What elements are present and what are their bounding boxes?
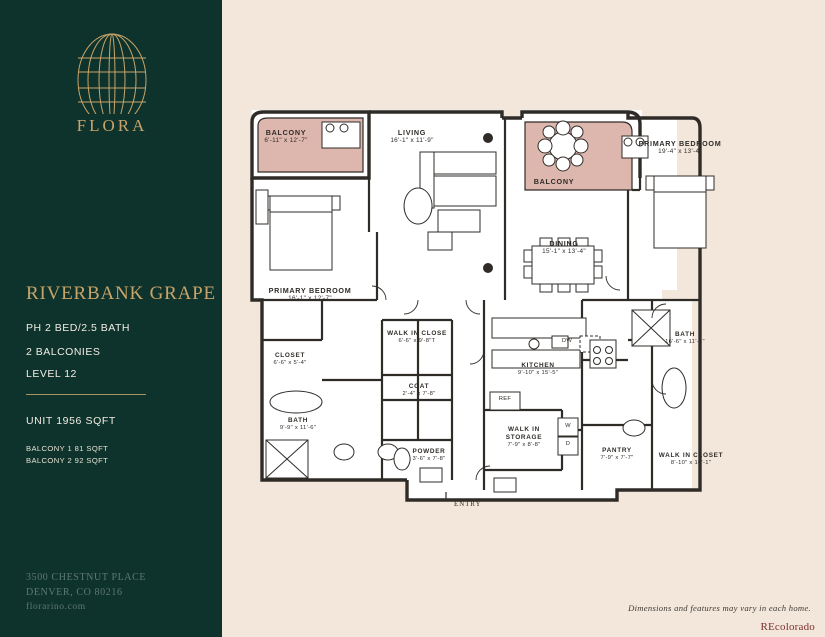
floorplan-drawing [222,0,825,637]
address-street: 3500 CHESTNUT PLACE [26,572,147,583]
appliance-label-ref: REF [498,396,512,402]
room-label: BATH 16'-6" x 11'-1" [665,331,705,345]
room-label: DINING 15'-1" x 13'-4" [542,239,586,255]
floorplan-canvas [222,0,825,637]
room-label: KITCHEN 9'-10" x 15'-5" [517,362,559,376]
appliance-label-dryer: D [565,441,571,447]
balcony-2-sqft: BALCONY 2 92 SQFT [26,456,109,465]
room-label: WALK IN CLOSET 8'-10" x 10'-1" [658,452,724,466]
appliance-label-washer: W [565,423,571,429]
address-website: florarino.com [26,602,86,612]
entry-label: ENTRY [454,500,482,508]
balcony-1-sqft: BALCONY 1 81 SQFT [26,444,109,453]
room-label: WALK IN CLOSE 6'-6" x 9'-8"T [387,330,447,344]
disclaimer-note: Dimensions and features may vary in each home. [628,603,811,613]
spec-balconies: 2 BALCONIES [26,346,101,358]
info-panel [0,0,222,637]
unit-sqft: UNIT 1956 SQFT [26,415,116,427]
room-label: WALK IN STORAGE 7'-9" x 8'-8" [505,426,543,448]
room-label: CLOSET 6'-6" x 5'-4" [273,352,307,366]
flora-logo [52,28,172,138]
room-label: BALCONY 6'-11" x 12'-7" [264,128,308,144]
appliance-label-dw: DW [561,338,573,344]
recolorado-watermark: REcolorado [760,621,815,633]
spec-beds-baths: PH 2 BED/2.5 BATH [26,322,131,334]
room-label: BATH 9'-9" x 11'-6" [279,417,317,431]
room-label: PRIMARY BEDROOM 19'-4" x 13'-4" [638,139,722,155]
room-label: POWDER 3'-6" x 7'-8" [412,448,446,462]
room-label: BALCONY [533,177,575,186]
room-label: PANTRY 7'-9" x 7'-7" [600,447,634,461]
page-title: RIVERBANK GRAPE [26,283,216,304]
divider [26,394,146,395]
room-label: PRIMARY BEDROOM 16'-1" x 12'-7" [268,286,352,302]
address-city: DENVER, CO 80216 [26,587,123,598]
room-label: LIVING 16'-1" x 11'-9" [390,128,434,144]
logo-text: FLORA [76,116,148,135]
room-label: COAT 2'-4" x 7'-8" [402,383,436,397]
spec-level: LEVEL 12 [26,368,77,380]
